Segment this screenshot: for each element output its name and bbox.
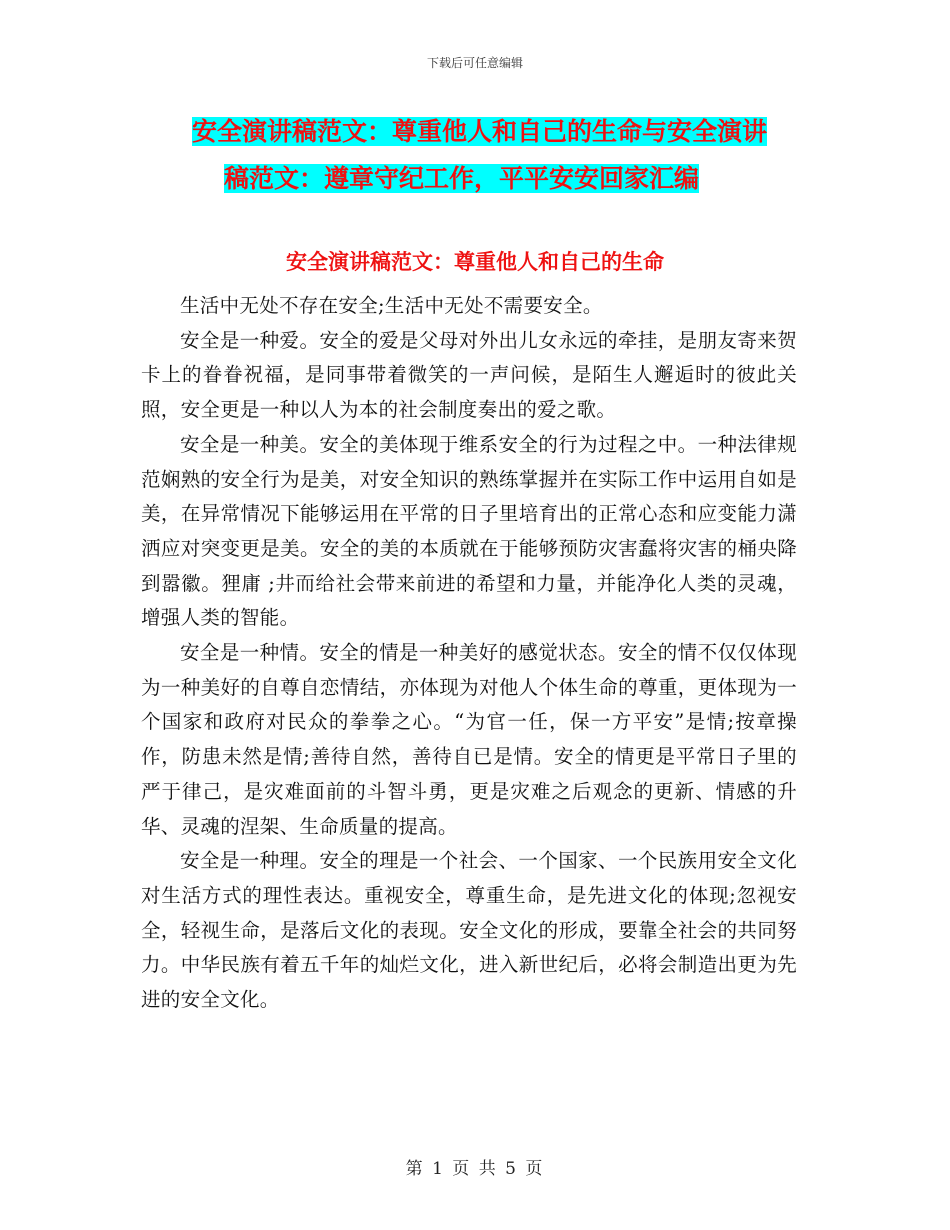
document-title-line-2 [140, 155, 820, 202]
paragraph: 安全是一种爱。安全的爱是父母对外出儿女永远的牵挂，是朋友寄来贺卡上的眷眷祝福，是同事带着微笑的一声问候，是陌生人邂逅时的彼此关照，安全更是一种以人为本的社会制度奏出的爱之歌。 [141, 328, 797, 422]
paragraph: 安全是一种情。安全的情是一种美好的感觉状态。安全的情不仅仅体现为一种美好的自尊自恋情结，亦体现为对他人个体生命的尊重，更体现为一个国家和政府对民众的拳拳之心。“为官一任，保一方平安”是情;按章操作，防患未然是情;善待自然，善待自已是情。安全的情更是平常日子里的严于律己，是灾难面前的斗智斗勇，更是灾难之后观念的更新、情感的升华、灵魂的涅架、生命质量的提高。 [141, 641, 797, 838]
title-highlight-1: 安全演讲稿范文：尊重他人和自己的生命与安全演讲 [192, 117, 768, 146]
paragraph: 安全是一种美。安全的美体现于维系安全的行为过程之中。一种法律规范娴熟的安全行为是美，对安全知识的熟练掌握并在实际工作中运用自如是美，在异常情况下能够运用在平常的日子里培育出的正常心态和应变能力潇洒应对突变更是美。安全的美的本质就在于能够预防灾害蠢将灾害的桶央降到嚣徽。狸庸 ;井而给社会带来前进的希望和力量，并能净化人类的灵魂，增强人类的智能。 [141, 432, 797, 630]
title-highlight-2: 稿范文：遵章守纪工作，平平安安回家汇编 [224, 164, 700, 193]
page-number: 第 1 页 共 5 页 [405, 1159, 545, 1179]
paragraph: 生活中无处不存在安全;生活中无处不需要安全。 [180, 294, 603, 317]
section-title: 安全演讲稿范文：尊重他人和自己的生命 [286, 250, 664, 274]
body-text [141, 289, 797, 1018]
document-title-line-1 [140, 108, 820, 155]
document-title [140, 108, 820, 202]
page-header: 下载后可任意编辑 [426, 56, 523, 70]
paragraph: 安全是一种理。安全的理是一个社会、一个国家、一个民族用安全文化对生活方式的理性表达。重视安全，尊重生命，是先进文化的体现;忽视安全，轻视生命，是落后文化的表现。安全文化的形成，要靠全社会的共同努力。中华民族有着五千年的灿烂文化，进入新世纪后，必将会制造出更为先进的安全文化。 [141, 849, 797, 1012]
